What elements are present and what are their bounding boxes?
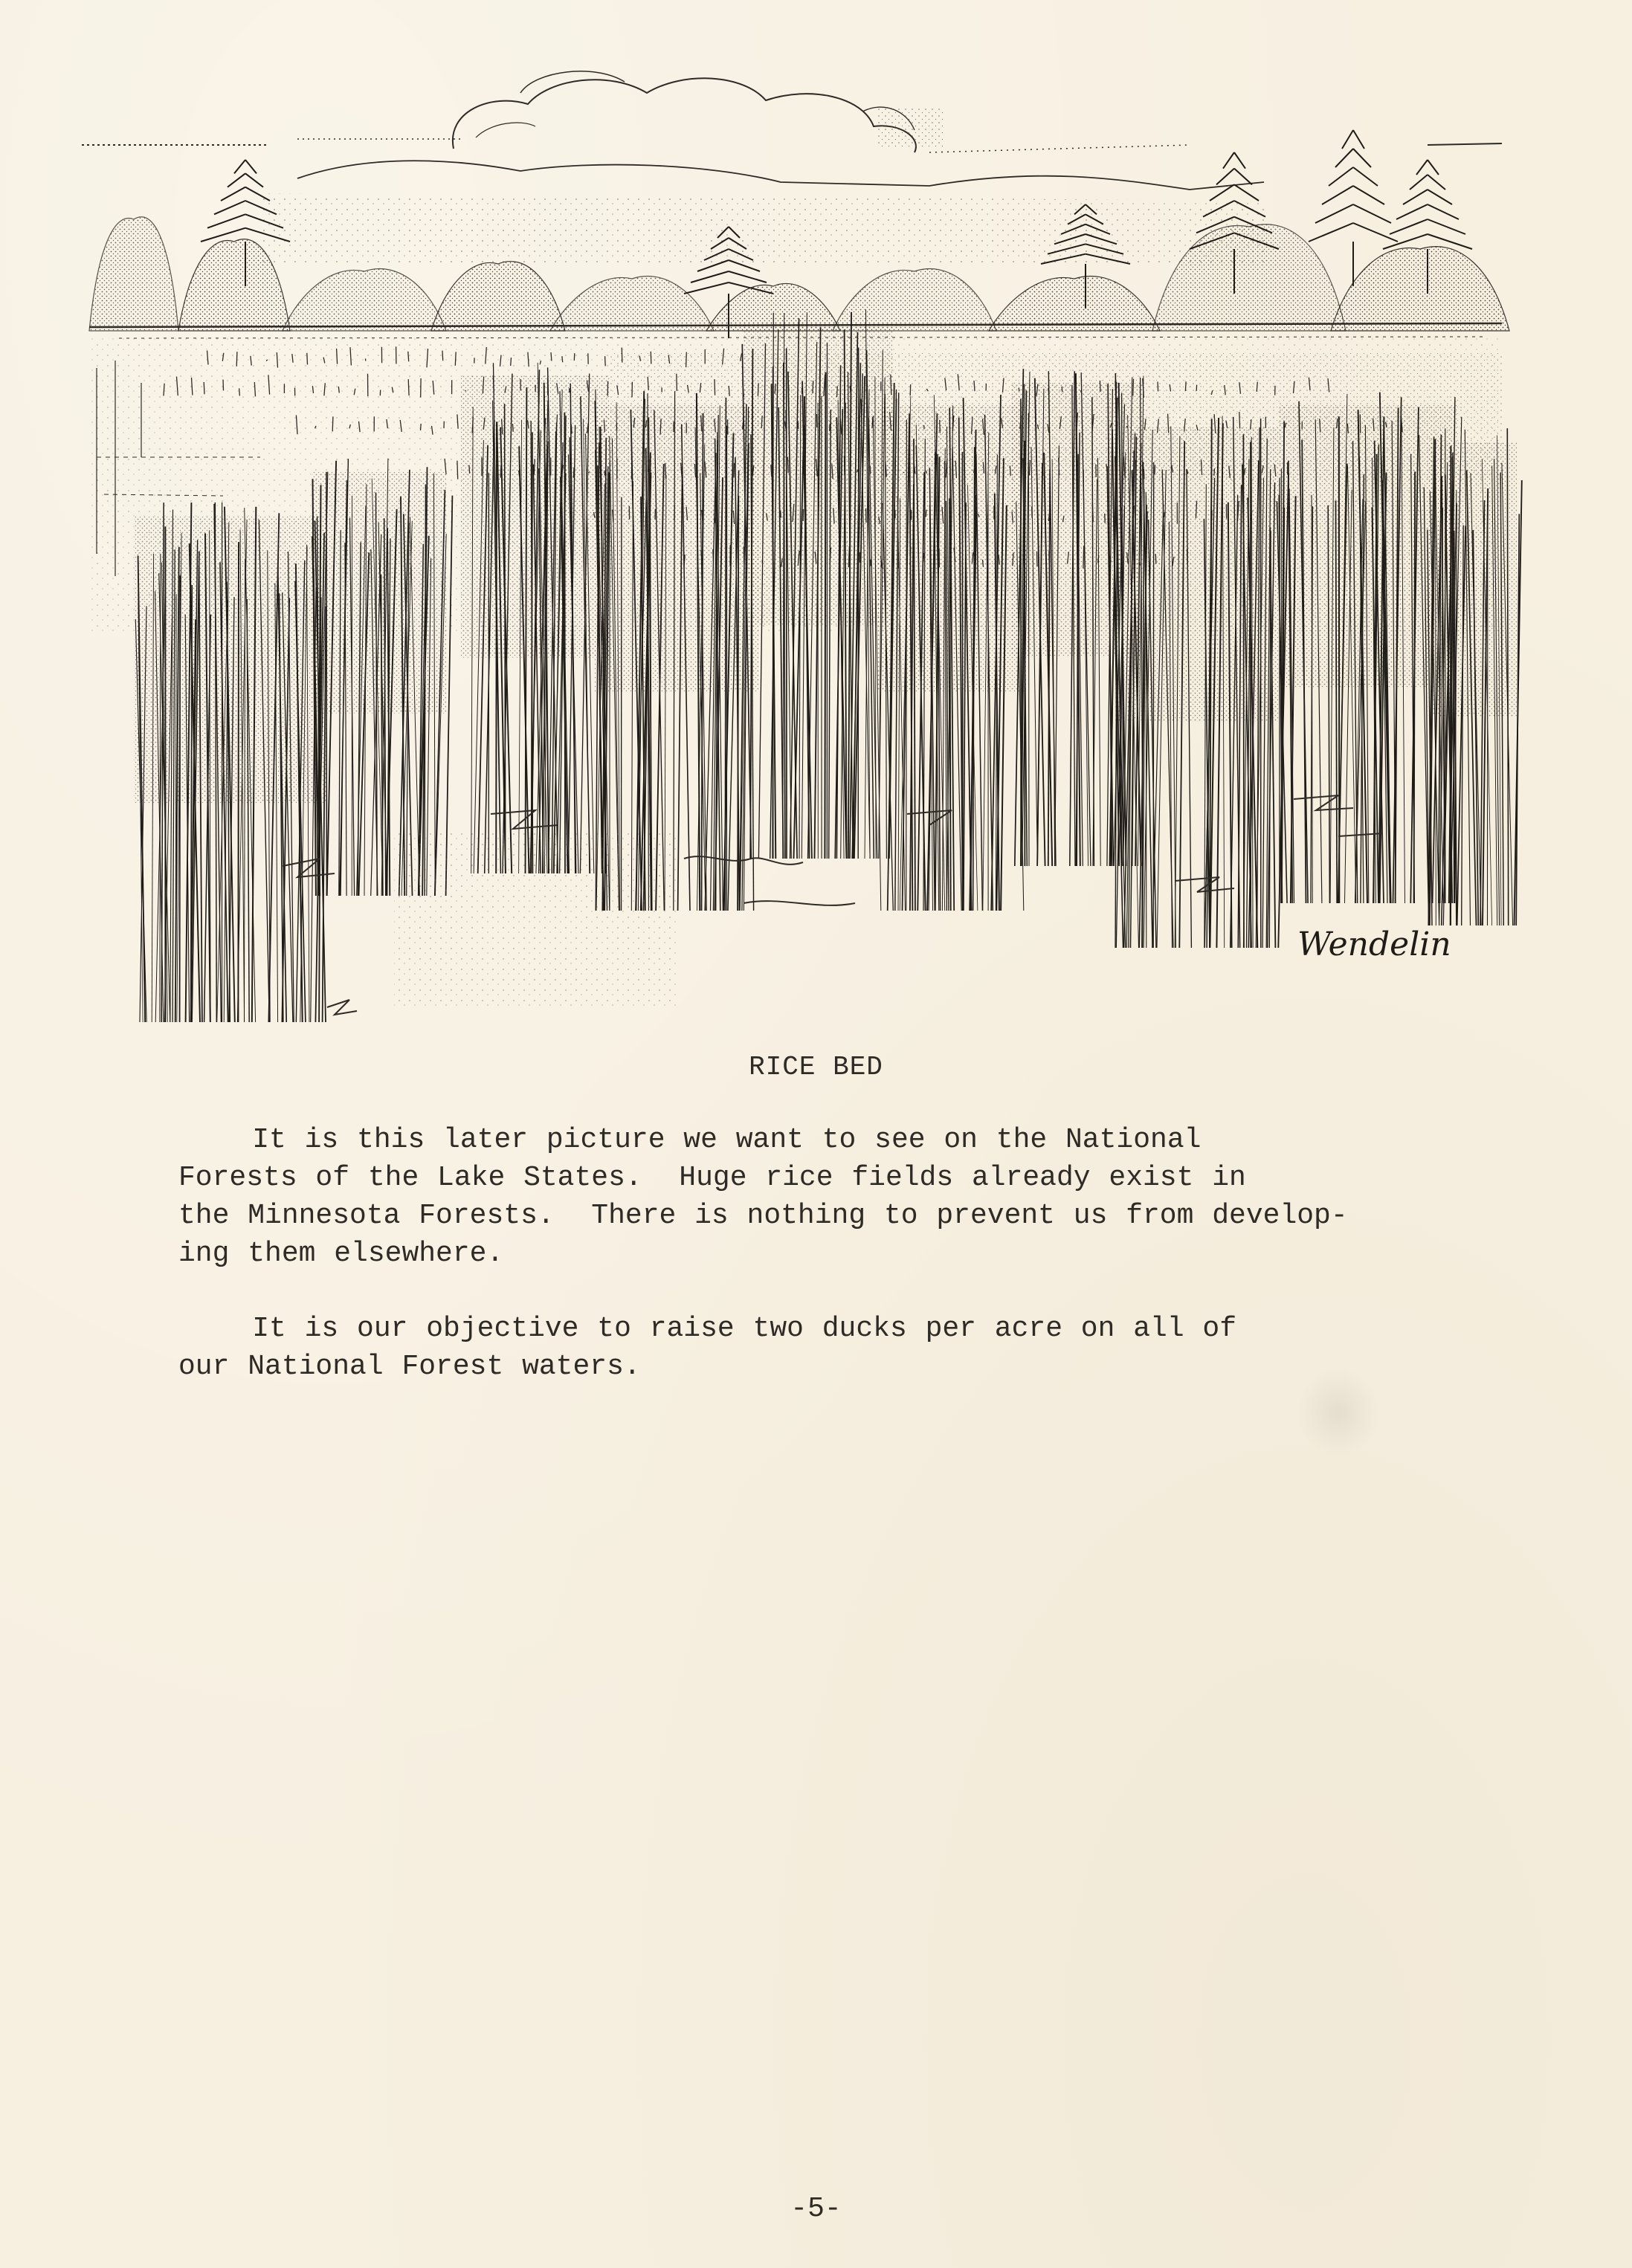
paper-smudge (1297, 1368, 1379, 1457)
cloud (453, 71, 916, 152)
cloud-shading (877, 108, 944, 149)
rice-bed-illustration (74, 41, 1532, 1052)
paragraph-1: It is this later picture we want to see on the National Forests of the Lake States. Huge rice fields already exist in the Minnesota Forests. There is nothing to prevent us from develop- ing them elsewhere. (178, 1124, 1348, 1270)
illustration-caption: RICE BED (749, 1052, 883, 1082)
page-number: -5- (790, 2193, 842, 2225)
rice-bed-sketch (74, 41, 1532, 1052)
paragraph-2: It is our objective to raise two ducks per acre on all of our National Forest waters. (178, 1313, 1237, 1383)
artist-signature: Wendelin (1297, 925, 1451, 963)
